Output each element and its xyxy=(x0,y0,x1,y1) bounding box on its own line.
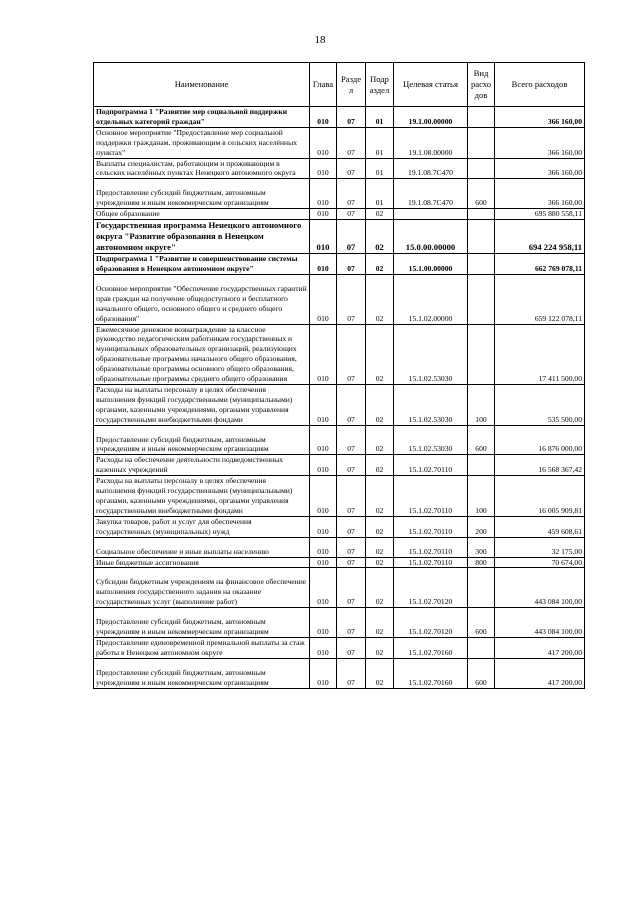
cell-statya: 15.1.02.70110 xyxy=(394,537,468,557)
cell-amount: 16 568 367,42 xyxy=(495,455,585,476)
cell-name: Выплаты специалистам, работающим и проживающим в сельских населённых пунктах Ненецкого автономного округа xyxy=(94,158,310,179)
col-header-name: Наименование xyxy=(94,63,310,107)
table-row xyxy=(94,220,585,254)
cell-name: Подпрограмма 1 "Развитие и совершенствование системы образования в Ненецком автономном округе" xyxy=(94,254,310,275)
cell-statya: 15.1.02.70120 xyxy=(394,608,468,638)
cell-glava: 010 xyxy=(310,637,337,658)
table-row xyxy=(94,476,585,517)
table-row xyxy=(94,658,585,688)
cell-podrazdel: 02 xyxy=(366,455,394,476)
cell-podrazdel: 02 xyxy=(366,568,394,608)
cell-vid xyxy=(468,324,495,384)
cell-glava: 010 xyxy=(310,127,337,158)
cell-amount: 443 084 100,00 xyxy=(495,608,585,638)
page-number: 18 xyxy=(314,34,326,46)
cell-vid xyxy=(468,158,495,179)
table-row xyxy=(94,557,585,568)
cell-razdel: 07 xyxy=(337,220,366,254)
cell-statya: 15.1.02.53030 xyxy=(394,324,468,384)
cell-glava: 010 xyxy=(310,537,337,557)
cell-razdel: 07 xyxy=(337,254,366,275)
cell-name: Предоставление субсидий бюджетным, автономным учреждениям и иным некоммерческим организациям xyxy=(94,179,310,209)
cell-razdel: 07 xyxy=(337,455,366,476)
cell-statya: 15.1.02.70110 xyxy=(394,516,468,537)
cell-amount: 694 224 958,11 xyxy=(495,220,585,254)
cell-glava: 010 xyxy=(310,107,337,128)
cell-vid: 300 xyxy=(468,537,495,557)
cell-name: Основное мероприятие "Обеспечение государственных гарантий прав граждан на получение общедоступного и бесплатного начального общего, основного общего и среднего общего образования" xyxy=(94,274,310,324)
cell-glava: 010 xyxy=(310,274,337,324)
cell-podrazdel: 02 xyxy=(366,254,394,275)
table-row xyxy=(94,455,585,476)
cell-name: Расходы на выплаты персоналу в целях обеспечения выполнения функций государственными (муниципальными) органами, казенными учреждениями, органами управления государственными внебюджетными фондами xyxy=(94,384,310,425)
cell-amount: 366 160,00 xyxy=(495,158,585,179)
cell-podrazdel: 02 xyxy=(366,658,394,688)
cell-statya: 15.1.02.70110 xyxy=(394,557,468,568)
cell-razdel: 07 xyxy=(337,324,366,384)
cell-glava: 010 xyxy=(310,158,337,179)
table-row xyxy=(94,179,585,209)
cell-statya: 15.1.02.70110 xyxy=(394,476,468,517)
col-header-total: Всего расходов xyxy=(495,63,585,107)
cell-amount: 16 876 000,00 xyxy=(495,425,585,455)
cell-amount: 417 200,00 xyxy=(495,658,585,688)
cell-statya: 15.1.02.70120 xyxy=(394,568,468,608)
cell-name: Иные бюджетные ассигнования xyxy=(94,557,310,568)
cell-razdel: 07 xyxy=(337,384,366,425)
table-row xyxy=(94,537,585,557)
table-row xyxy=(94,127,585,158)
cell-podrazdel: 01 xyxy=(366,179,394,209)
cell-vid: 600 xyxy=(468,425,495,455)
cell-podrazdel: 02 xyxy=(366,637,394,658)
table-row xyxy=(94,637,585,658)
cell-amount: 366 160,00 xyxy=(495,179,585,209)
cell-glava: 010 xyxy=(310,324,337,384)
cell-amount: 366 160,00 xyxy=(495,107,585,128)
cell-statya: 19.1.08.7С470 xyxy=(394,158,468,179)
cell-podrazdel: 02 xyxy=(366,476,394,517)
cell-name: Общее образование xyxy=(94,209,310,220)
cell-glava: 010 xyxy=(310,568,337,608)
table-row xyxy=(94,384,585,425)
cell-podrazdel: 02 xyxy=(366,384,394,425)
cell-podrazdel: 02 xyxy=(366,220,394,254)
cell-statya: 15.1.02.00000 xyxy=(394,274,468,324)
cell-statya: 19.1.08.00000 xyxy=(394,127,468,158)
cell-podrazdel: 02 xyxy=(366,274,394,324)
table-row xyxy=(94,324,585,384)
cell-vid xyxy=(468,220,495,254)
cell-amount: 417 200,00 xyxy=(495,637,585,658)
cell-amount: 535 500,00 xyxy=(495,384,585,425)
cell-amount: 443 084 100,00 xyxy=(495,568,585,608)
table-row xyxy=(94,568,585,608)
cell-amount: 16 005 909,81 xyxy=(495,476,585,517)
cell-vid xyxy=(468,209,495,220)
cell-name: Ежемесячное денежное вознаграждение за классное руководство педагогическим работникам государственных и муниципальных образовательных организаций, реализующих образовательные программы начального общего образования, образовательные программы основного общего образования, образовательные программы среднего общего образования xyxy=(94,324,310,384)
col-header-vid: Вид расхо дов xyxy=(468,63,495,107)
cell-name: Государственная программа Ненецкого автономного округа "Развитие образования в Ненецком автономном округе" xyxy=(94,220,310,254)
cell-amount: 32 175,00 xyxy=(495,537,585,557)
cell-name: Предоставление субсидий бюджетным, автономным учреждениям и иным некоммерческим организациям xyxy=(94,658,310,688)
cell-vid xyxy=(468,274,495,324)
cell-statya: 15.1.02.70110 xyxy=(394,455,468,476)
header-row xyxy=(94,63,585,107)
cell-razdel: 07 xyxy=(337,425,366,455)
cell-razdel: 07 xyxy=(337,274,366,324)
cell-amount: 366 160,00 xyxy=(495,127,585,158)
cell-vid xyxy=(468,568,495,608)
table-row xyxy=(94,425,585,455)
cell-vid: 200 xyxy=(468,516,495,537)
cell-name: Предоставление субсидий бюджетным, автономным учреждениям и иным некоммерческим организациям xyxy=(94,425,310,455)
cell-statya: 19.1.00.00000 xyxy=(394,107,468,128)
cell-razdel: 07 xyxy=(337,568,366,608)
cell-name: Подпрограмма 1 "Развитие мер социальной поддержки отдельных категорий граждан" xyxy=(94,107,310,128)
cell-amount: 659 122 078,11 xyxy=(495,274,585,324)
cell-razdel: 07 xyxy=(337,127,366,158)
cell-razdel: 07 xyxy=(337,107,366,128)
cell-podrazdel: 02 xyxy=(366,516,394,537)
cell-glava: 010 xyxy=(310,658,337,688)
cell-razdel: 07 xyxy=(337,209,366,220)
cell-vid: 600 xyxy=(468,179,495,209)
cell-amount: 459 608,61 xyxy=(495,516,585,537)
cell-vid xyxy=(468,455,495,476)
cell-vid: 800 xyxy=(468,557,495,568)
cell-podrazdel: 01 xyxy=(366,127,394,158)
cell-statya: 15.1.02.70160 xyxy=(394,637,468,658)
cell-statya: 15.1.02.53030 xyxy=(394,425,468,455)
cell-statya: 15.1.02.53030 xyxy=(394,384,468,425)
cell-razdel: 07 xyxy=(337,658,366,688)
table-row xyxy=(94,608,585,638)
table-body xyxy=(94,107,585,689)
cell-name: Субсидии бюджетным учреждениям на финансовое обеспечение выполнения государственного задания на оказание государственных услуг (выполнение работ) xyxy=(94,568,310,608)
cell-glava: 010 xyxy=(310,516,337,537)
cell-name: Закупка товаров, работ и услуг для обеспечения государственных (муниципальных) нужд xyxy=(94,516,310,537)
cell-podrazdel: 01 xyxy=(366,158,394,179)
cell-podrazdel: 02 xyxy=(366,209,394,220)
cell-razdel: 07 xyxy=(337,158,366,179)
budget-table xyxy=(93,62,585,689)
table-row xyxy=(94,107,585,128)
cell-glava: 010 xyxy=(310,209,337,220)
cell-podrazdel: 02 xyxy=(366,557,394,568)
cell-glava: 010 xyxy=(310,455,337,476)
cell-razdel: 07 xyxy=(337,537,366,557)
cell-razdel: 07 xyxy=(337,476,366,517)
cell-glava: 010 xyxy=(310,425,337,455)
table-row xyxy=(94,516,585,537)
cell-statya xyxy=(394,209,468,220)
cell-vid: 100 xyxy=(468,476,495,517)
cell-name: Предоставление субсидий бюджетным, автономным учреждениям и иным некоммерческим организациям xyxy=(94,608,310,638)
cell-razdel: 07 xyxy=(337,516,366,537)
table-row xyxy=(94,254,585,275)
cell-glava: 010 xyxy=(310,254,337,275)
cell-glava: 010 xyxy=(310,220,337,254)
cell-razdel: 07 xyxy=(337,608,366,638)
table-row xyxy=(94,274,585,324)
cell-vid: 600 xyxy=(468,658,495,688)
cell-statya: 15.1.00.00000 xyxy=(394,254,468,275)
cell-razdel: 07 xyxy=(337,557,366,568)
col-header-podrazdel: Подр аздел xyxy=(366,63,394,107)
cell-vid: 600 xyxy=(468,608,495,638)
col-header-razdel: Разде л xyxy=(337,63,366,107)
cell-vid xyxy=(468,637,495,658)
cell-name: Основное мероприятие "Предоставление мер социальной поддержки гражданам, проживающим в сельских населённых пунктах" xyxy=(94,127,310,158)
cell-amount: 662 769 078,11 xyxy=(495,254,585,275)
cell-podrazdel: 02 xyxy=(366,608,394,638)
table-row xyxy=(94,158,585,179)
cell-name: Расходы на обеспечение деятельности подведомственных казенных учреждений xyxy=(94,455,310,476)
cell-amount: 695 880 558,11 xyxy=(495,209,585,220)
cell-glava: 010 xyxy=(310,179,337,209)
cell-name: Предоставление единовременной премиальной выплаты за стаж работы в Ненецком автономном округе xyxy=(94,637,310,658)
cell-vid: 100 xyxy=(468,384,495,425)
cell-podrazdel: 02 xyxy=(366,425,394,455)
cell-statya: 19.1.08.7С470 xyxy=(394,179,468,209)
cell-name: Социальное обеспечение и иные выплаты населению xyxy=(94,537,310,557)
cell-vid xyxy=(468,127,495,158)
cell-glava: 010 xyxy=(310,476,337,517)
col-header-glava: Глава xyxy=(310,63,337,107)
cell-glava: 010 xyxy=(310,557,337,568)
cell-amount: 70 674,00 xyxy=(495,557,585,568)
cell-podrazdel: 01 xyxy=(366,107,394,128)
col-header-statya: Целевая статья xyxy=(394,63,468,107)
cell-statya: 15.0.00.00000 xyxy=(394,220,468,254)
table-row xyxy=(94,209,585,220)
cell-razdel: 07 xyxy=(337,637,366,658)
cell-vid xyxy=(468,254,495,275)
cell-razdel: 07 xyxy=(337,179,366,209)
cell-glava: 010 xyxy=(310,608,337,638)
cell-podrazdel: 02 xyxy=(366,324,394,384)
cell-statya: 15.1.02.70160 xyxy=(394,658,468,688)
cell-podrazdel: 02 xyxy=(366,537,394,557)
cell-vid xyxy=(468,107,495,128)
cell-name: Расходы на выплаты персоналу в целях обеспечения выполнения функций государственными (муниципальными) органами, казенными учреждениями, органами управления государственными внебюджетными фондами xyxy=(94,476,310,517)
cell-amount: 17 411 500,00 xyxy=(495,324,585,384)
cell-glava: 010 xyxy=(310,384,337,425)
